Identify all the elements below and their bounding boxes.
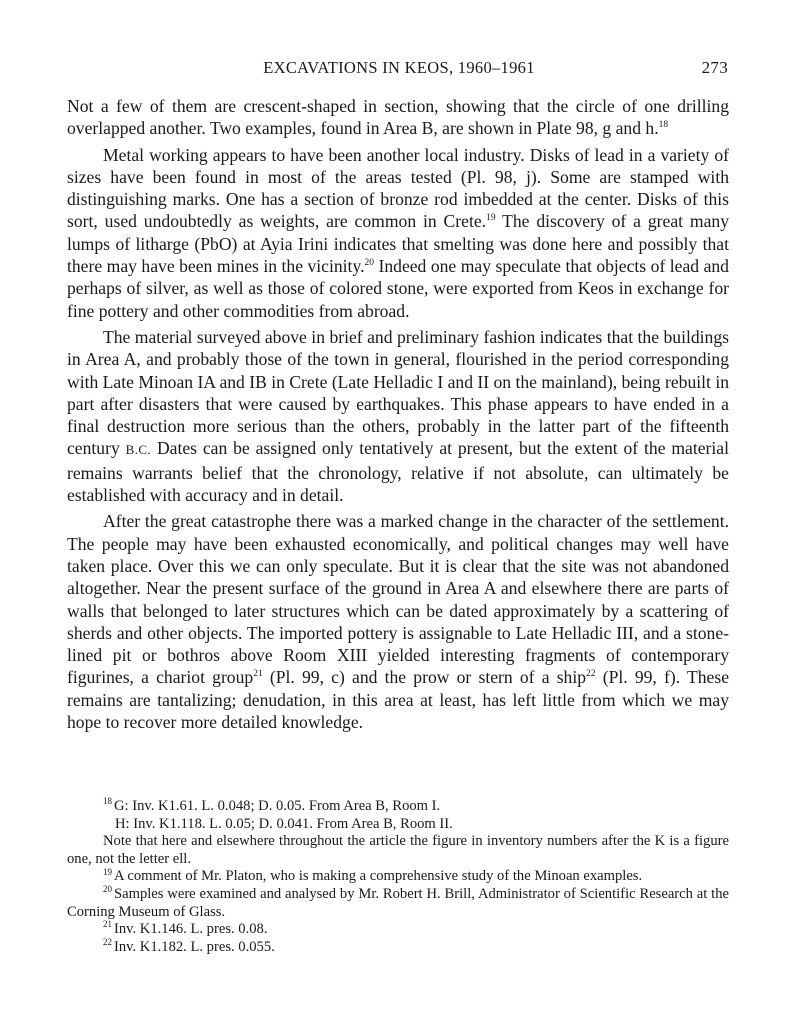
footnote-ref-21: 21 <box>253 669 263 680</box>
paragraph-1-text: Not a few of them are crescent-shaped in section, showing that the circle of one drilling overlapped another. Two examples, found in Area B, are shown in Plate 98, g and h. <box>67 96 729 139</box>
footnote-19 <box>67 868 729 886</box>
footnote-text: Inv. K1.182. L. pres. 0.055. <box>114 938 275 955</box>
paragraph-3-text-a: The material surveyed above in brief and preliminary fashion indicates that the buildings in Area A, and probably those of the town in general, flourished in the period corresponding with Late Minoan IA and IB in Crete (Late Helladic I and II on the mainland), being rebuilt in part after disasters that were caused by earthquakes. This phase appears to have ended in a final destruction more serious than the others, probably in the latter part of the fifteenth century <box>67 326 730 459</box>
footnote-18-continuation <box>67 816 729 834</box>
footnote-mark: 21 <box>103 919 112 930</box>
page-header <box>67 58 731 82</box>
footnote-text: A comment of Mr. Platon, who is making a comprehensive study of the Minoan examples. <box>114 868 643 885</box>
paragraph-4 <box>67 510 729 733</box>
page-number: 273 <box>701 58 728 77</box>
paragraph-2-text-a: Metal working appears to have been another local industry. Disks of lead in a variety of sizes have been found in most of the areas tested (Pl. 98, j). Some are stamped with distinguishing marks. One has a section of bronze rod imbedded at the center. Disks of this sort, used undoubtedly as weights, are common in Crete. <box>67 144 729 232</box>
footnote-text: Note that here and elsewhere throughout the article the figure in inventory numbers after the K is a figure one, not the letter ell. <box>67 833 729 867</box>
paragraph-3-text-b: Dates can be assigned only tentatively at present, but the extent of the material remains warrants belief that the chronology, relative if not absolute, can ultimately be established with accuracy and in detail. <box>67 438 730 506</box>
footnotes <box>67 798 729 956</box>
footnote-text: G: Inv. K1.61. L. 0.048; D. 0.05. From Area B, Room I. <box>114 798 441 814</box>
bc-abbreviation: B.C. <box>125 442 152 458</box>
paragraph-2-text-c: Indeed one may speculate that objects of lead and perhaps of silver, as well as those of colored stone, were exported from Keos in exchange for fine pottery and other commodities from abroad. <box>67 256 729 321</box>
footnote-text: Samples were examined and analysed by Mr. Robert H. Brill, Administrator of Scientific Research at the Corning Museum of Glass. <box>67 885 729 920</box>
paragraph-4-text-a: After the great catastrophe there was a marked change in the character of the settlement. The people may have been exhausted economically, and political changes may well have taken place. Over this we can only speculate. But it is clear that the site was not abandoned altogether. Near the present surface of the ground in Area A and elsewhere there are parts of walls that belonged to later structures which can be dated approximately by a scattering of sherds and other objects. The imported pottery is assignable to Late Helladic III, and a stone-lined pit or bothros above Room XIII yielded interesting fragments of contemporary figurines, a chariot group <box>67 511 729 688</box>
paragraph-4-text-c: (Pl. 99, f). These remains are tantalizing; denudation, in this area at least, has left little from which we may hope to recover more detailed knowledge. <box>67 667 729 733</box>
footnote-mark: 22 <box>103 936 112 947</box>
footnote-mark: 20 <box>103 884 112 895</box>
paragraph-3 <box>67 326 729 506</box>
footnote-ref-19: 19 <box>486 213 496 224</box>
footnote-21 <box>67 921 729 939</box>
running-title: EXCAVATIONS IN KEOS, 1960–1961 <box>263 58 535 77</box>
footnote-18-note <box>67 833 729 868</box>
footnote-18 <box>67 798 729 816</box>
paragraph-2-text-b: The discovery of a great many lumps of litharge (PbO) at Ayia Irini indicates that smelting was done here and possibly that there may have been mines in the vicinity. <box>67 211 729 277</box>
paragraph-1 <box>67 95 729 140</box>
footnote-text: Inv. K1.146. L. pres. 0.08. <box>114 921 268 938</box>
paragraph-2 <box>67 144 729 322</box>
footnote-ref-18: 18 <box>658 120 669 131</box>
footnote-mark: 19 <box>103 866 112 877</box>
footnote-ref-20: 20 <box>364 258 374 269</box>
paragraph-4-text-b: (Pl. 99, c) and the prow or stern of a ship <box>262 667 587 688</box>
body-text <box>67 95 729 733</box>
footnote-text: H: Inv. K1.118. L. 0.05; D. 0.041. From Area B, Room II. <box>115 815 453 832</box>
footnote-mark: 18 <box>103 796 112 807</box>
footnote-22 <box>67 936 729 957</box>
footnote-ref-22: 22 <box>586 669 596 680</box>
footnote-20 <box>67 886 729 921</box>
